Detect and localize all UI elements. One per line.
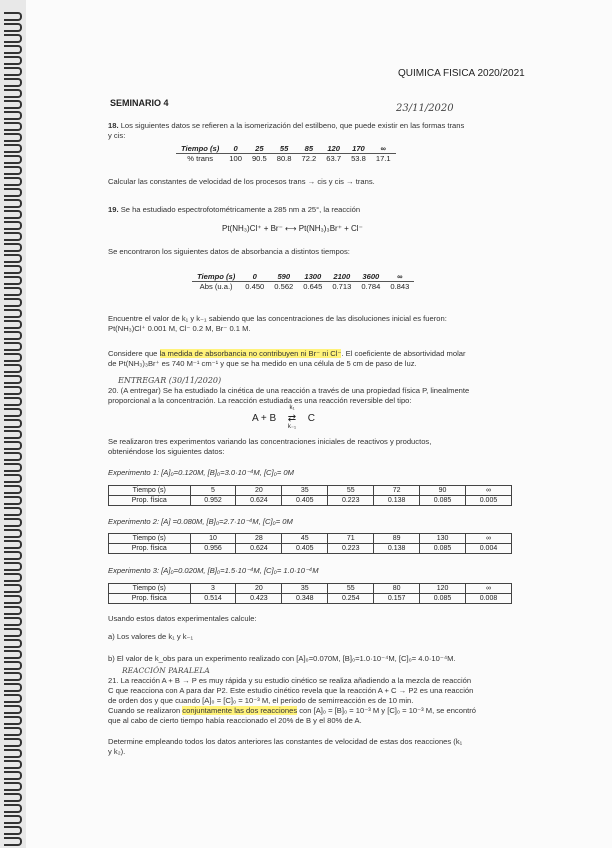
table-cell: Prop. física: [109, 496, 191, 506]
handwritten-note-reaccion-paralela: REACCIÓN PARALELA: [122, 666, 210, 675]
table-cell: 0.138: [374, 544, 420, 554]
table-cell: 0.085: [420, 594, 466, 604]
binding-ring: [4, 331, 22, 340]
table-cell: 0.348: [282, 594, 328, 604]
table-cell: 3: [190, 584, 236, 594]
table-cell: 35: [282, 584, 328, 594]
table-cell: Prop. física: [109, 594, 191, 604]
problem-18-line2: y cis:: [108, 131, 126, 140]
table-cell: ∞: [465, 534, 511, 544]
problem-18-text: [108, 121, 528, 141]
table-cell: 90: [420, 486, 466, 496]
binding-ring: [4, 771, 22, 780]
binding-ring: [4, 837, 22, 846]
binding-ring: [4, 562, 22, 571]
table-cell: 55: [328, 584, 374, 594]
line4-end: con [A]₀ = [B]₀ = 10⁻³ M y [C]₀ = 10⁻³ M, se encontró: [297, 706, 477, 715]
problem-21-line2: C que reacciona con A para dar P2. Este estudio cinético revela que la reacción A + C → P2 es una reacción: [108, 686, 474, 695]
table-cell: 0: [224, 144, 247, 154]
problem-21-line5: que al cabo de cierto tiempo había reaccionado el 20% de B y el 80% de A.: [108, 716, 362, 725]
binding-ring: [4, 804, 22, 813]
binding-ring: [4, 199, 22, 208]
binding-ring: [4, 518, 22, 527]
binding-ring: [4, 441, 22, 450]
experiment-2-table: [108, 533, 512, 554]
table-cell: 0.645: [303, 282, 323, 291]
binding-ring: [4, 430, 22, 439]
experiment-1-table: [108, 485, 512, 506]
table-cell: 130: [420, 534, 466, 544]
table-cell: 80.8: [276, 154, 292, 163]
binding-ring: [4, 573, 22, 582]
table-cell: ∞: [371, 144, 396, 154]
binding-ring: [4, 254, 22, 263]
binding-ring: [4, 89, 22, 98]
binding-ring: [4, 474, 22, 483]
binding-ring: [4, 111, 22, 120]
binding-ring: [4, 463, 22, 472]
binding-ring: [4, 749, 22, 758]
table-cell: 80: [374, 584, 420, 594]
table-cell: Abs (u.a.): [199, 282, 233, 291]
experiment-3-label: Experimento 3: [A]₀=0.020M, [B]₀=1.5·10⁻⁴M, [C]₀= 1.0·10⁻⁴M: [108, 566, 319, 575]
table-cell: 35: [282, 486, 328, 496]
binding-ring: [4, 309, 22, 318]
table-cell: 20: [236, 584, 282, 594]
binding-ring: [4, 529, 22, 538]
table-cell: Tiempo (s): [176, 144, 224, 154]
table-cell: 72: [374, 486, 420, 496]
binding-ring: [4, 133, 22, 142]
table-cell: 0: [240, 272, 269, 282]
seminar-title: SEMINARIO 4: [110, 98, 169, 108]
binding-ring: [4, 606, 22, 615]
problem-21-line4: [108, 706, 578, 716]
course-title: QUIMICA FISICA 2020/2021: [398, 68, 525, 79]
problem-21-line1: 21. La reacción A + B → P es muy rápida y su estudio cinético se realiza añadiendo a la mezcla de reacción: [108, 676, 472, 685]
table-cell: 0.005: [465, 496, 511, 506]
binding-ring: [4, 221, 22, 230]
binding-ring: [4, 650, 22, 659]
binding-ring: [4, 485, 22, 494]
problem-20-line3: Se realizaron tres experimentos variando las concentraciones iniciales de reactivos y productos,: [108, 437, 432, 446]
problem-18-question: Calcular las constantes de velocidad de los procesos trans → cis y cis → trans.: [108, 177, 375, 186]
table-cell: 72.2: [301, 154, 317, 163]
binding-ring: [4, 507, 22, 516]
table-cell: 2100: [327, 272, 356, 282]
experiment-3-table: [108, 583, 512, 604]
binding-ring: [4, 683, 22, 692]
binding-ring: [4, 727, 22, 736]
problem-19-reaction: Pt(NH₃)Cl⁺ + Br⁻ ⟷ Pt(NH₃)₃Br⁺ + Cl⁻: [222, 224, 363, 233]
binding-ring: [4, 276, 22, 285]
experiment-1-label: Experimento 1: [A]₀=0.120M, [B]₀=3.0·10⁻⁴M, [C]₀= 0M: [108, 468, 294, 477]
table-cell: 0.254: [328, 594, 374, 604]
table-cell: 10: [190, 534, 236, 544]
table-cell: 85: [297, 144, 322, 154]
binding-ring: [4, 815, 22, 824]
binding-ring: [4, 672, 22, 681]
binding-ring: [4, 661, 22, 670]
binding-ring: [4, 12, 22, 21]
problem-19-text: [108, 205, 360, 215]
highlighted-text: la medida de absorbancia no contribuyen ni Br⁻ ni Cl⁻: [159, 349, 342, 358]
table-cell: 0.514: [190, 594, 236, 604]
table-cell: 120: [420, 584, 466, 594]
binding-ring: [4, 628, 22, 637]
table-cell: Tiempo (s): [109, 534, 191, 544]
table-cell: Tiempo (s): [192, 272, 240, 282]
table-cell: 28: [236, 534, 282, 544]
table-cell: 90.5: [251, 154, 267, 163]
line5-start: Considere que: [108, 349, 160, 358]
handwritten-date: 23/11/2020: [396, 103, 454, 114]
binding-ring: [4, 177, 22, 186]
k1-label: k₁: [289, 405, 295, 411]
document-page: [26, 0, 612, 848]
problem-19-line6: de Pt(NH₃)₃Br⁺ es 740 M⁻¹ cm⁻¹ y que se ha medido en una célula de 5 cm de paso de luz.: [108, 359, 417, 368]
binding-ring: [4, 760, 22, 769]
binding-ring: [4, 584, 22, 593]
binding-ring: [4, 408, 22, 417]
binding-ring: [4, 342, 22, 351]
table-cell: 45: [282, 534, 328, 544]
binding-ring: [4, 265, 22, 274]
binding-ring: [4, 243, 22, 252]
table-cell: 0.624: [236, 544, 282, 554]
problem-19-line5: [108, 349, 568, 359]
table-cell: 0.138: [374, 496, 420, 506]
binding-ring: [4, 232, 22, 241]
table-cell: 25: [247, 144, 272, 154]
binding-ring: [4, 298, 22, 307]
problem-19-line1: Se ha estudiado espectrofotométricamente a 285 nm a 25°, la reacción: [120, 205, 361, 214]
binding-ring: [4, 166, 22, 175]
binding-ring: [4, 155, 22, 164]
table-cell: 0.423: [236, 594, 282, 604]
table-cell: 0.784: [361, 282, 381, 291]
spiral-binding: [0, 0, 26, 848]
table-cell: 120: [321, 144, 346, 154]
table-cell: 0.223: [328, 544, 374, 554]
table-cell: 170: [346, 144, 371, 154]
binding-ring: [4, 188, 22, 197]
table-cell: 0.008: [465, 594, 511, 604]
table-cell: 0.405: [282, 544, 328, 554]
binding-ring: [4, 67, 22, 76]
table-cell: 1300: [298, 272, 327, 282]
problem-19-line4: Pt(NH₃)Cl⁺ 0.001 M, Cl⁻ 0.2 M, Br⁻ 0.1 M.: [108, 324, 251, 333]
table-cell: 17.1: [375, 154, 391, 163]
table-cell: 53.8: [351, 154, 366, 163]
table-cell: 89: [374, 534, 420, 544]
binding-ring: [4, 826, 22, 835]
reactants: A + B: [252, 413, 277, 424]
binding-ring: [4, 705, 22, 714]
binding-ring: [4, 595, 22, 604]
binding-ring: [4, 287, 22, 296]
binding-ring: [4, 496, 22, 505]
table-cell: ∞: [385, 272, 414, 282]
table-cell: 0.952: [190, 496, 236, 506]
problem-21-line7: y k₂).: [108, 747, 126, 756]
problem-number: 18.: [108, 121, 119, 130]
problem-20-question-a: a) Los valores de k₁ y k₋₁: [108, 632, 194, 641]
binding-ring: [4, 320, 22, 329]
binding-ring: [4, 738, 22, 747]
binding-ring: [4, 353, 22, 362]
table-cell: 0.085: [420, 544, 466, 554]
binding-ring: [4, 364, 22, 373]
table-cell: 0.223: [328, 496, 374, 506]
line5-end: . El coeficiente de absortividad molar: [341, 349, 466, 358]
table-cell: % trans: [187, 154, 213, 163]
binding-ring: [4, 78, 22, 87]
binding-ring: [4, 34, 22, 43]
table-cell: 0.450: [245, 282, 265, 291]
table-cell: 0.405: [282, 496, 328, 506]
problem-20-line1: 20. (A entregar) Se ha estudiado la cinética de una reacción a través de una propiedad física P, linealmente: [108, 386, 470, 395]
table-cell: 55: [272, 144, 297, 154]
binding-ring: [4, 782, 22, 791]
table-cell: Prop. física: [109, 544, 191, 554]
table-cell: 0.713: [332, 282, 352, 291]
experiment-2-label: Experimento 2: [A] =0.080M, [B]₀=2.7·10⁻⁴M, [C]₀= 0M: [108, 517, 293, 526]
table-cell: 3600: [356, 272, 385, 282]
binding-ring: [4, 45, 22, 54]
product: C: [307, 413, 315, 424]
binding-ring: [4, 639, 22, 648]
problem-19-table: [192, 272, 414, 291]
problem-18-table: [176, 144, 396, 163]
binding-ring: [4, 100, 22, 109]
binding-ring: [4, 144, 22, 153]
table-cell: Tiempo (s): [109, 486, 191, 496]
equilibrium-arrow: k₁ ⇄ k₋₁: [279, 413, 305, 424]
binding-ring: [4, 375, 22, 384]
binding-ring: [4, 716, 22, 725]
table-cell: 20: [236, 486, 282, 496]
handwritten-note-entregar: ENTREGAR (30/11/2020): [118, 376, 222, 385]
problem-20-question-b: b) El valor de k_obs para un experimento realizado con [A]₀=0.070M, [B]₀=1.0·10⁻⁴M, [C]₀= 4.0·10⁻⁴M.: [108, 654, 456, 663]
problem-19-line3: Encuentre el valor de k₁ y k₋₁ sabiendo que las concentraciones de las disoluciones inicial es fueron:: [108, 314, 447, 323]
problem-20-line2: proporcional a la concentración. La reacción estudiada es una reacción reversible del tipo:: [108, 396, 412, 405]
binding-ring: [4, 452, 22, 461]
table-cell: 0.843: [390, 282, 410, 291]
k-1-label: k₋₁: [287, 424, 297, 430]
table-cell: 71: [328, 534, 374, 544]
binding-ring: [4, 694, 22, 703]
table-cell: 55: [328, 486, 374, 496]
problem-number: 19.: [108, 205, 119, 214]
problem-19-line2: Se encontraron los siguientes datos de absorbancia a distintos tiempos:: [108, 247, 350, 256]
binding-ring: [4, 397, 22, 406]
table-cell: 0.004: [465, 544, 511, 554]
table-cell: 63.7: [326, 154, 342, 163]
table-cell: 0.562: [274, 282, 294, 291]
problem-20-line5: Usando estos datos experimentales calcule:: [108, 614, 257, 623]
binding-ring: [4, 210, 22, 219]
binding-ring: [4, 56, 22, 65]
problem-20-reaction: [252, 405, 315, 430]
table-cell: ∞: [465, 584, 511, 594]
table-cell: 0.956: [190, 544, 236, 554]
highlighted-text: conjuntamente las dos reacciones: [182, 706, 298, 715]
binding-ring: [4, 793, 22, 802]
binding-ring: [4, 419, 22, 428]
line4-start: Cuando se realizaron: [108, 706, 183, 715]
problem-21-line3: de orden dos y que cuando [A]₀ = [C]₀ = 10⁻³ M, el periodo de semirreacción es de 10 min.: [108, 696, 414, 705]
binding-ring: [4, 122, 22, 131]
problem-18-line1: Los siguientes datos se refieren a la isomerización del estilbeno, que puede existir en las formas trans: [120, 121, 465, 130]
binding-ring: [4, 540, 22, 549]
problem-20-line4: obteniéndose los siguientes datos:: [108, 447, 225, 456]
table-cell: ∞: [465, 486, 511, 496]
table-cell: 5: [190, 486, 236, 496]
table-cell: 0.085: [420, 496, 466, 506]
binding-ring: [4, 23, 22, 32]
table-cell: 100: [229, 154, 242, 163]
table-cell: 0.624: [236, 496, 282, 506]
problem-21-line6: Determine empleando todos los datos anteriores las constantes de velocidad de estas dos reacciones (k₁: [108, 737, 463, 746]
table-cell: Tiempo (s): [109, 584, 191, 594]
table-cell: 0.157: [374, 594, 420, 604]
table-cell: 590: [269, 272, 298, 282]
binding-ring: [4, 617, 22, 626]
binding-ring: [4, 551, 22, 560]
binding-ring: [4, 386, 22, 395]
